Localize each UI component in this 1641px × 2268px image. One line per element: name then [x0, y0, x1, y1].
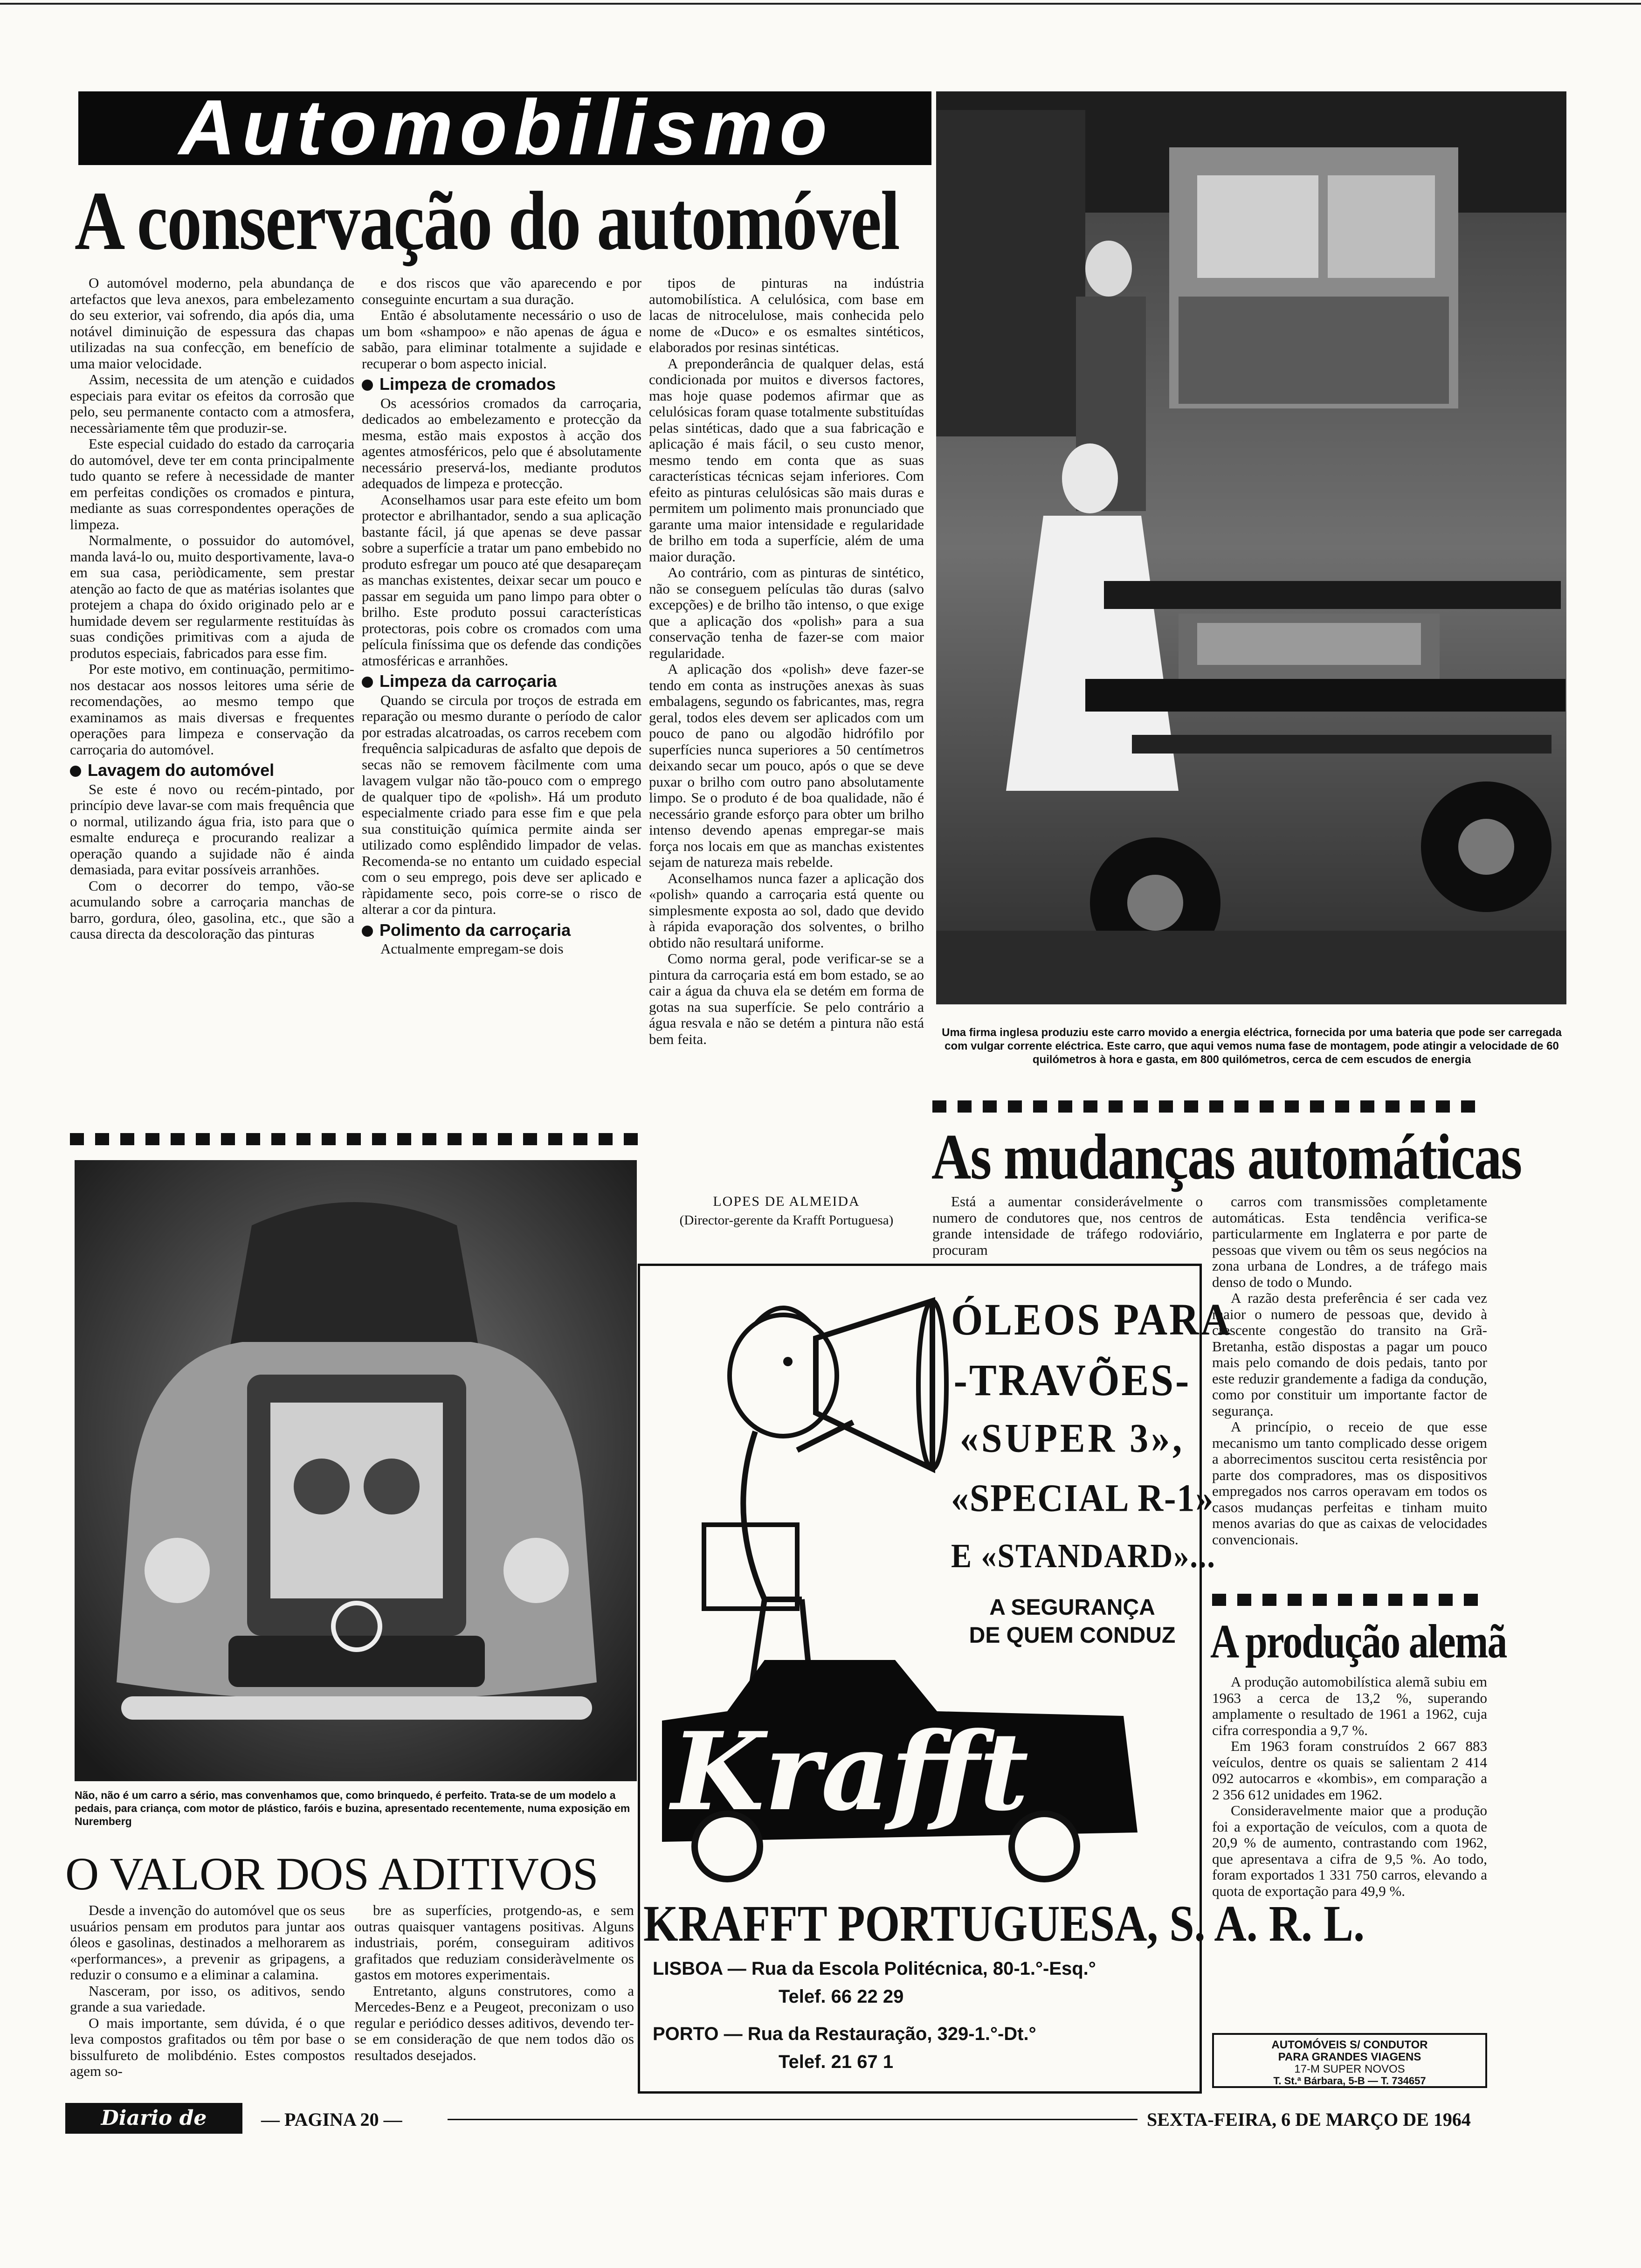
footer-rule — [448, 2119, 1138, 2120]
electric-car-photo — [936, 91, 1566, 1004]
article-paragraph: A preponderância de qualquer delas, está condicionada por muitos e diversos factores, mas hoje quase podemos afirmar que as celulósicas foram quase totalmente substituídas pelas sintéticas, dado que a sua fabricação e aplicação é mais fácil, o seu custo menor, mesmo tendo em conta que as suas características técnicas sejam inferiores. Com efeito as pinturas celulósicas são mais duras e permitem um polimento mais pronunciado que garante uma maior intensidade e regularidade de brilho em toda a superfície, além de uma maior duração. — [649, 355, 924, 565]
article-paragraph: O mais importante, sem dúvida, é o que leva compostos grafitados ou têm por base o bissulfureto de molibdénio. Estes compostos agem so- — [70, 2014, 345, 2079]
article-paragraph: Aconselhamos usar para este efeito um bom protector e abrilhantador, sendo a sua aplicação bastante fácil, já que apenas se deve passar sobre a superfície a tratar um pano embebido no produto esfregar um pouco até que desapareçam as manchas existentes, deixar secar um pouco e passar em seguida um pano limpo para obter o brilho. Este produto possui características protectoras, pois cobre os cromados com uma película finíssima que os defende das condições atmosféricas e arranhões. — [362, 491, 641, 669]
classified-ad-line: AUTOMÓVEIS S/ CONDUTOR — [1271, 2039, 1428, 2051]
mudancas-col-2 — [1212, 1194, 1487, 1604]
toy-car-photo — [75, 1160, 637, 1781]
article-col-3 — [649, 275, 924, 1184]
subhead-cromados: Limpeza de cromados — [362, 376, 641, 393]
article-paragraph: Por este motivo, em continuação, permitimo-nos destacar aos nossos leitores uma série de recomendações, ao mesmo tempo que examinamos as mais diversas e frequentes operações para limpeza e conservação da carroçaria do automóvel. — [70, 661, 354, 758]
article-paragraph: Como norma geral, pode verificar-se se a pintura da carroçaria está em bom estado, se ao cair a água da chuva ela se detém em forma de gotas na sua superfície. Se pelo contrário a água resvala e não se detém a pintura não está bem feita. — [649, 950, 924, 1047]
article-paragraph: Quando se circula por troços de estrada em reparação ou mesmo durante o período de calor por estradas alcatroadas, os carros recebem com frequência salpicaduras de asfalto que depois de secas não se removem fàcilmente com uma lavagem vulgar não tão-pouco com o emprego de qualquer tipo de «polish». Há um produto especialmente criado para esse fim e que pela sua constituição química permite ainda ser utilizado como esplêndido limpador de velas. Recomenda-se no entanto um cuidado especial com o seu emprego, pois deve ser aplicado e ràpidamente seco, pois corre-se o risco de alterar a cor da pintura. — [362, 691, 641, 917]
aditivos-col-1 — [70, 1902, 345, 2098]
article-paragraph: carros com transmissões completamente automáticas. Esta tendência verifica-se particularmente em Inglaterra e por parte de pessoas que vivem ou têm os seus negócios na zona urbana de Londres, a de tráfego mais denso de todo o Mundo. — [1212, 1194, 1487, 1290]
mudancas-col-1 — [932, 1194, 1203, 1264]
krafft-porto-phone: Telef. 21 67 1 — [779, 2052, 894, 2072]
footer-page-number: — PAGINA 20 — — [261, 2109, 402, 2130]
electric-car-caption: Uma firma inglesa produziu este carro movido a energia eléctrica, fornecida por uma bateria que pode ser carregada com vulgar corrente eléctrica. Este carro, que aqui vemos numa fase de montagem, pode atingir a velocidade de 60 quilómetros à hora e gasta, em 800 quilómetros, cerca de cem escudos de energia — [942, 1026, 1562, 1066]
krafft-porto-address: PORTO — Rua da Restauração, 329-1.°-Dt.° — [653, 2024, 1036, 2044]
article-paragraph: O automóvel moderno, pela abundança de artefactos que leva anexos, para embelezamento do seu exterior, vai sofrendo, dia após dia, uma notável diminuição de espessura das chapas utilizadas na sua confecção, em benefício de uma maior velocidade. — [70, 275, 354, 372]
article-paragraph: Está a aumentar considerávelmente o numero de condutores que, nos centros de grande intensidade de tráfego rodoviário, procuram — [932, 1194, 1203, 1258]
classified-ad-line: 17-M SUPER NOVOS — [1294, 2063, 1405, 2075]
footer-masthead: Diario de Lisboa — [65, 2103, 242, 2134]
toy-car-image — [75, 1160, 637, 1781]
krafft-ad-line: «SPECIAL R-1» — [951, 1476, 1214, 1520]
subhead-lavagem: Lavagem do automóvel — [70, 762, 354, 779]
article-col-2 — [362, 275, 641, 1147]
krafft-ad-line: ÓLEOS PARA — [951, 1295, 1233, 1345]
krafft-ad-line: E «STANDARD»... — [951, 1537, 1216, 1575]
krafft-ad-line: «SUPER 3», — [959, 1416, 1185, 1461]
article-paragraph: Desde a invenção do automóvel que os seus usuários pensam em produtos para juntar aos óleos e gasolinas, destinados a melhorarem as «performances», a prevenir as gripagens, a reduzir o consumo e a eliminar a calamina. — [70, 1902, 345, 1983]
subhead-carrocaria: Limpeza da carroçaria — [362, 673, 641, 690]
article-paragraph: bre as superfícies, protgendo-as, e sem outras quaisquer vantagens positivas. Alguns industriais, porém, conseguiram aditivos grafitados que reduziam consideràvelmente os gastos em motores experimentais. — [354, 1902, 634, 1983]
article-paragraph: Com o decorrer do tempo, vão-se acumulando sobre a carroçaria manchas de barro, gordura, óleo, gasolina, etc., que são a causa directa da descoloração das pinturas — [70, 877, 354, 942]
article-paragraph: Nasceram, por isso, os aditivos, sendo grande a sua variedade. — [70, 1982, 345, 2015]
article-paragraph: Então é absolutamente necessário o uso de um bom «shampoo» e não apenas de água e sabão, para eliminar totalmente a sujidade e recuperar o bom aspecto inicial. — [362, 307, 641, 372]
article-author: LOPES DE ALMEIDA — [713, 1194, 860, 1209]
producao-headline: A produção alemã — [1210, 1614, 1507, 1668]
bullet-icon — [362, 380, 373, 391]
article-col-1 — [70, 275, 354, 1147]
bullet-icon — [70, 766, 81, 777]
article-paragraph: Os acessórios cromados da carroçaria, dedicados ao embelezamento e protecção da mesma, estão mais expostos à acção dos agentes atmosféricos, pelo que é absolutamente necessário preservá-los, mediante produtos adequados de limpeza e protecção. — [362, 394, 641, 491]
producao-col — [1212, 1674, 1487, 2014]
subhead-polimento: Polimento da carroçaria — [362, 922, 641, 939]
section-title: Automobilismo — [179, 83, 834, 171]
krafft-ad-line: -TRAVÕES- — [953, 1355, 1191, 1405]
article-paragraph: A aplicação dos «polish» deve fazer-se tendo em conta as instruções anexas às suas embalagens, segundo os fabricantes, mas, regra geral, todos eles devem ser aplicados com um pouco de pano ou algodão hidrófilo por superfícies nunca superiores a 50 centímetros deixando secar um pouco, após o que se deve puxar o brilho com outro pano absolutamente limpo. Se o produto é de boa qualidade, não é necessário grande esforço para obter um brilho intenso devendo apenas empregar-se mais força nos locais em que as manchas existentes sejam de natureza mais rebelde. — [649, 661, 924, 870]
article-paragraph: Consideravelmente maior que a produção foi a exportação de veículos, com a quota de 20,9 % de aumento, contrastando com 1962, que apresentava a cifra de 9,5 %. Ao todo, foram exportados 1 331 750 carros, elevando a quota de exportação para 49,9 %. — [1212, 1802, 1487, 1899]
article-paragraph: A princípio, o receio de que esse mecanismo um tanto complicado desse origem a aborrecimentos suscitou certa resistência por parte dos compradores, mas os dispositivos empregados nos carros operavam em todos os casos mudanças perfeitas e tinham muito menos avarias do que as caixas de velocidades convencionais. — [1212, 1418, 1487, 1548]
krafft-lisboa-phone: Telef. 66 22 29 — [779, 1986, 904, 2007]
mudancas-headline: As mudanças automáticas — [931, 1120, 1522, 1193]
article-paragraph: A produção automobilística alemã subiu em 1963 a cerca de 13,2 %, superando amplamente o resultado de 1961 a 1962, cuja cifra correspondia a 9,7 %. — [1212, 1674, 1487, 1738]
krafft-ad-slogan: A SEGURANÇA — [989, 1595, 1155, 1620]
bullet-icon — [362, 926, 373, 937]
classified-ad-line: PARA GRANDES VIAGENS — [1278, 2051, 1421, 2063]
article-paragraph: Este especial cuidado do estado da carroçaria do automóvel, deve ter em conta principalmente tudo quanto se refere à necessidade de manter em perfeitas condições os cromados e pintura, mediante as suas correspondentes operações de limpeza. — [70, 436, 354, 532]
article-paragraph: A razão desta preferência é ser cada vez maior o numero de pessoas que, devido à crescente congestão do transito na Grã-Bretanha, estão dispostas a pagar um pouco mais pelo comando de dois pedais, tanto por este reduzir grandemente a fadiga da condução, como por constituir um importante factor de segurança. — [1212, 1290, 1487, 1419]
footer-date: SEXTA-FEIRA, 6 DE MARÇO DE 1964 — [1147, 2109, 1471, 2130]
krafft-company: KRAFFT PORTUGUESA, S. A. R. L. — [643, 1894, 1365, 1952]
separator-dashes — [70, 1133, 641, 1145]
article-paragraph: Aconselhamos nunca fazer a aplicação dos «polish» quando a carroçaria está quente ou simplesmente exposta ao sol, dado que devido à rápida evaporação dos solventes, o brilho obtido não resultará uniforme. — [649, 870, 924, 951]
separator-dashes — [932, 1100, 1478, 1113]
top-rule — [0, 3, 1641, 5]
article-paragraph: Entretanto, alguns construtores, como a Mercedes-Benz e a Peugeot, preconizam o uso regular e periódico desses aditivos, devendo ter-se em consideração de que nem todos dão os resultados desejados. — [354, 1982, 634, 2063]
main-headline: A conservação do automóvel — [75, 174, 899, 268]
article-paragraph: Se este é novo ou recém-pintado, por princípio deve lavar-se com mais frequência que o normal, utilizando água fria, isto para que o esmalte endureça e procurando realizar a operação quando a sujidade não é ainda demasiada, para evitar possíveis arranhões. — [70, 781, 354, 878]
article-paragraph: Em 1963 foram construídos 2 667 883 veículos, dentre os quais se salientam 2 414 092 autocarros e «kombis», em comparação a 2 356 612 unidades em 1962. — [1212, 1738, 1487, 1803]
article-paragraph: Actualmente empregam-se dois — [380, 940, 564, 957]
bullet-icon — [362, 677, 373, 688]
separator-dashes — [1212, 1594, 1487, 1606]
aditivos-col-2 — [354, 1902, 634, 2098]
article-author-role: (Director-gerente da Krafft Portuguesa) — [679, 1213, 894, 1228]
article-paragraph: Normalmente, o possuidor do automóvel, manda lavá-lo ou, muito desportivamente, lava-o em sua casa, periòdicamente, sem prestar atenção ao facto de que as matérias isolantes que protejem a chapa do óxido originado pelo ar e humidade devem ser regularmente restituídas às suas condições primitivas com a ajuda de produtos especiais, fabricados para esse fim. — [70, 532, 354, 661]
article-paragraph: tipos de pinturas na indústria automobilística. A celulósica, com base em lacas de nitrocelulose, mais conhecida pelo nome de «Duco» e os esmaltes sintéticos, elaborados por resinas sintéticas. — [649, 275, 924, 355]
classified-ad-line: T. St.ª Bárbara, 5-B — T. 734657 — [1273, 2075, 1426, 2087]
article-paragraph: Assim, necessita de um atenção e cuidados especiais para evitar os efeitos da corrosão que pelo, seu permanente contacto com a atmosfera, necessàriamente têm que produzir-se. — [70, 371, 354, 436]
article-paragraph: e dos riscos que vão aparecendo e por conseguinte encurtam a sua duração. — [362, 275, 641, 307]
krafft-brand-logo: Krafft — [671, 1709, 1029, 1835]
aditivos-headline: O VALOR DOS ADITIVOS — [65, 1848, 599, 1900]
electric-car-image — [936, 91, 1566, 1004]
article-paragraph: Ao contrário, com as pinturas de sintético, não se conseguem películas tão duras (salvo excepções) e de brilho tão intenso, o que exige que a aplicação dos «polish» para a sua conservação tenha de fazer-se com maior regularidade. — [649, 564, 924, 661]
toy-car-caption: Não, não é um carro a sério, mas convenhamos que, como brinquedo, é perfeito. Trata-se de um modelo a pedais, para criança, com motor de plástico, faróis e buzina, apresentado recentemente, numa exposição em Nuremberg — [75, 1789, 630, 1827]
krafft-lisboa-address: LISBOA — Rua da Escola Politécnica, 80-1.°-Esq.° — [653, 1958, 1096, 1979]
krafft-ad-slogan: DE QUEM CONDUZ — [969, 1623, 1176, 1648]
